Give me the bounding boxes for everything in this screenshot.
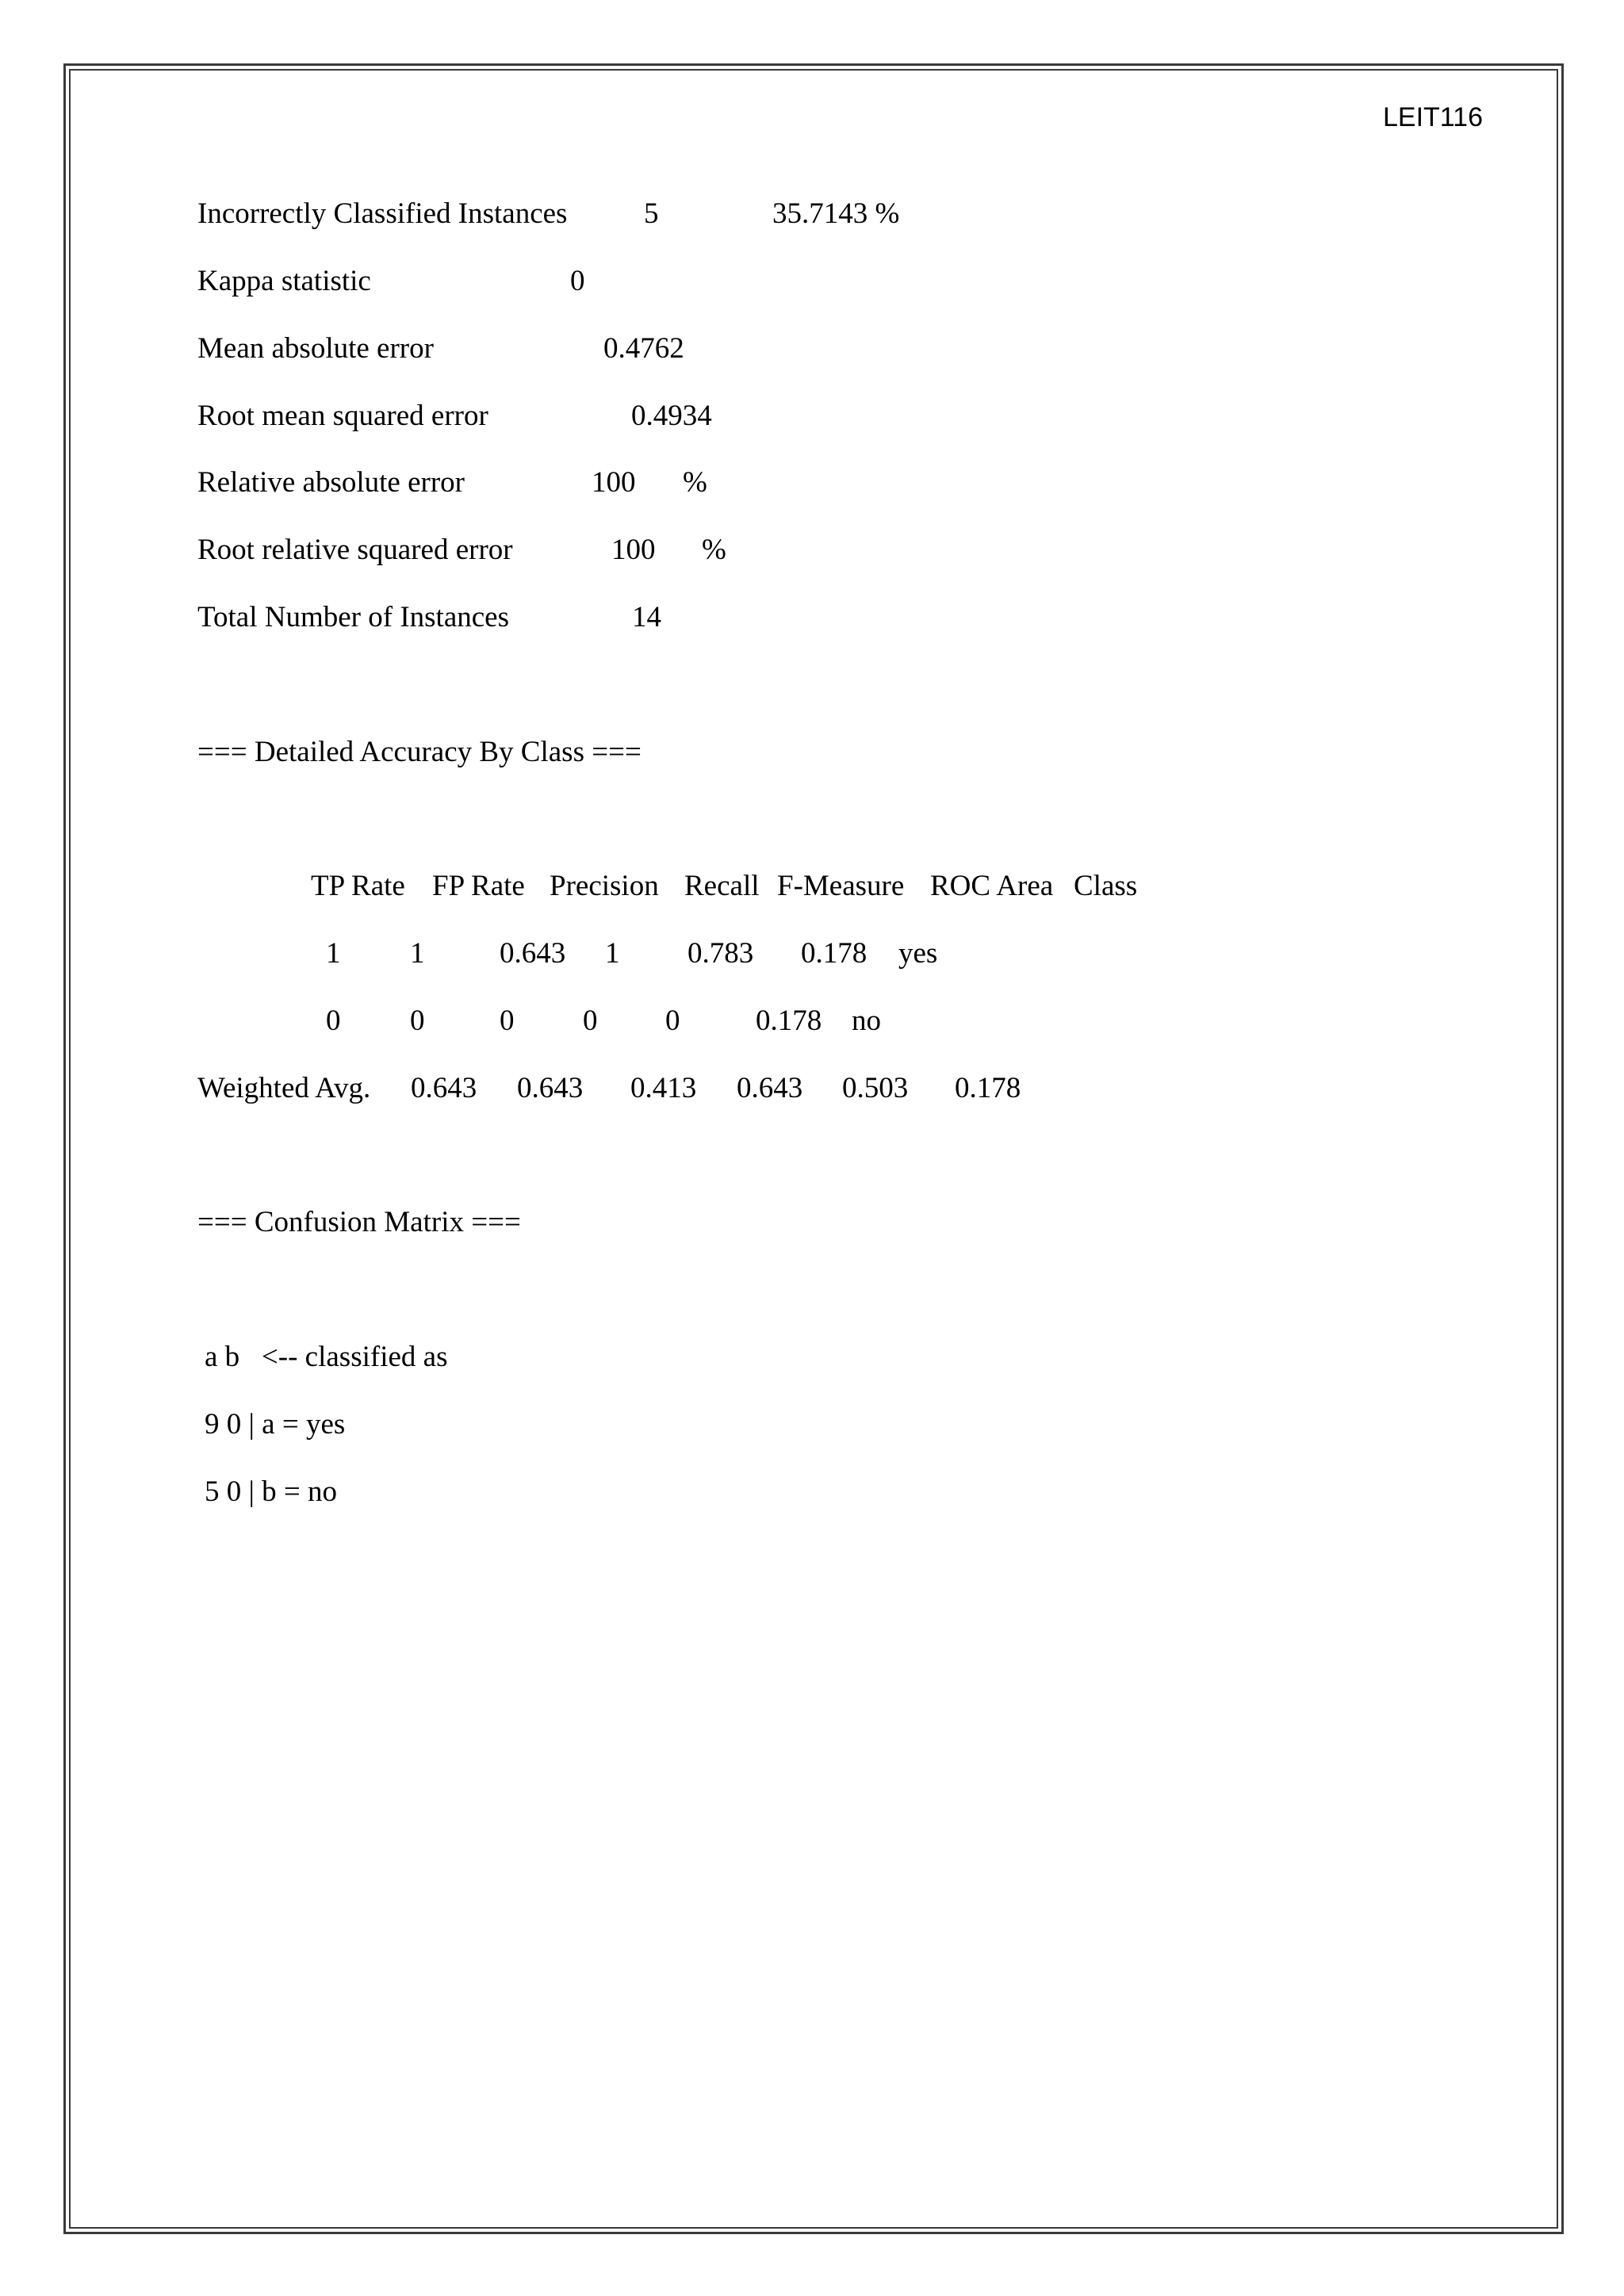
accuracy-column-header: Class bbox=[1074, 870, 1138, 902]
section-heading-detailed-accuracy: === Detailed Accuracy By Class === bbox=[197, 736, 642, 768]
weighted-avg-cell: 0.643 bbox=[411, 1072, 477, 1104]
stat-label-total-instances: Total Number of Instances bbox=[197, 601, 509, 633]
confusion-matrix-row: 5 0 | b = no bbox=[205, 1475, 338, 1508]
accuracy-cell: 0 bbox=[583, 1004, 598, 1037]
accuracy-cell: 0 bbox=[665, 1004, 680, 1037]
page-border-inner bbox=[69, 69, 1558, 2229]
confusion-matrix-header: a b <-- classified as bbox=[205, 1341, 448, 1373]
stat-unit-relative-absolute-error: % bbox=[683, 466, 707, 499]
stat-label-root-mean-squared-error: Root mean squared error bbox=[197, 400, 488, 432]
weighted-avg-label: Weighted Avg. bbox=[197, 1072, 371, 1104]
accuracy-cell: 0 bbox=[326, 1004, 341, 1037]
accuracy-cell: 0 bbox=[410, 1004, 425, 1037]
page-header-code: LEIT116 bbox=[1382, 102, 1483, 132]
accuracy-cell: yes bbox=[898, 937, 938, 970]
accuracy-cell: 1 bbox=[326, 937, 341, 970]
accuracy-cell: 1 bbox=[605, 937, 620, 970]
accuracy-cell: no bbox=[852, 1004, 881, 1037]
weighted-avg-cell: 0.178 bbox=[955, 1072, 1021, 1104]
accuracy-column-header: FP Rate bbox=[432, 870, 525, 902]
weighted-avg-cell: 0.503 bbox=[842, 1072, 909, 1104]
accuracy-column-header: ROC Area bbox=[930, 870, 1054, 902]
accuracy-cell: 0.178 bbox=[801, 937, 868, 970]
weighted-avg-cell: 0.643 bbox=[737, 1072, 803, 1104]
stat-percent-incorrectly-classified: 35.7143 % bbox=[772, 197, 900, 230]
confusion-matrix-row: 9 0 | a = yes bbox=[205, 1408, 346, 1441]
weighted-avg-cell: 0.643 bbox=[517, 1072, 584, 1104]
stat-value-mean-absolute-error: 0.4762 bbox=[603, 332, 684, 365]
section-heading-confusion-matrix: === Confusion Matrix === bbox=[197, 1206, 521, 1238]
stat-value-root-mean-squared-error: 0.4934 bbox=[631, 400, 712, 432]
accuracy-cell: 0.783 bbox=[688, 937, 754, 970]
stat-value-kappa: 0 bbox=[570, 265, 585, 297]
accuracy-column-header: Recall bbox=[684, 870, 760, 902]
accuracy-column-header: F-Measure bbox=[777, 870, 905, 902]
stat-label-kappa: Kappa statistic bbox=[197, 265, 371, 297]
stat-unit-root-relative-squared-error: % bbox=[702, 534, 726, 566]
stat-value-relative-absolute-error: 100 bbox=[592, 466, 636, 499]
accuracy-cell: 0.643 bbox=[500, 937, 566, 970]
stat-value-incorrectly-classified: 5 bbox=[644, 197, 659, 230]
accuracy-column-header: TP Rate bbox=[311, 870, 405, 902]
weighted-avg-cell: 0.413 bbox=[630, 1072, 697, 1104]
stat-label-mean-absolute-error: Mean absolute error bbox=[197, 332, 434, 365]
accuracy-cell: 0 bbox=[500, 1004, 515, 1037]
accuracy-cell: 0.178 bbox=[756, 1004, 822, 1037]
accuracy-column-header: Precision bbox=[550, 870, 659, 902]
stat-label-root-relative-squared-error: Root relative squared error bbox=[197, 534, 513, 566]
stat-value-root-relative-squared-error: 100 bbox=[611, 534, 656, 566]
stat-value-total-instances: 14 bbox=[632, 601, 661, 633]
accuracy-cell: 1 bbox=[410, 937, 425, 970]
stat-label-incorrectly-classified: Incorrectly Classified Instances bbox=[197, 197, 568, 230]
stat-label-relative-absolute-error: Relative absolute error bbox=[197, 466, 465, 499]
